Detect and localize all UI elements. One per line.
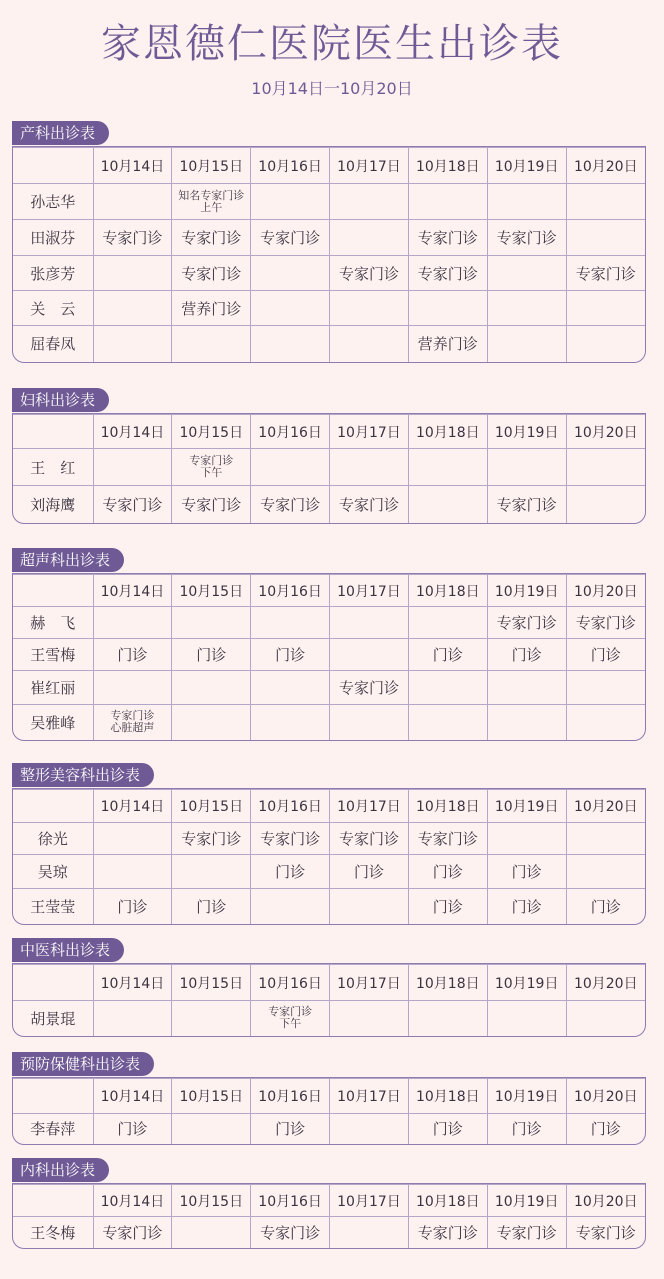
- day-header: 10月15日: [172, 148, 251, 184]
- corner-cell: [13, 965, 93, 1001]
- day-header: 10月14日: [93, 148, 172, 184]
- day-header: 10月14日: [93, 790, 172, 823]
- schedule-cell: 专家门诊: [172, 486, 251, 523]
- schedule-cell: 门诊: [487, 889, 566, 924]
- schedule-cell: [566, 671, 645, 705]
- section-title: 预防保健科出诊表: [12, 1052, 154, 1076]
- schedule-cell: [330, 291, 409, 326]
- schedule-cell: [408, 705, 487, 740]
- table-row: [13, 855, 645, 889]
- schedule-cell: [408, 671, 487, 705]
- schedule-cell: 门诊: [566, 889, 645, 924]
- schedule-cell: [487, 291, 566, 326]
- doctor-name: 胡景琨: [13, 1001, 93, 1036]
- table-row: [13, 607, 645, 639]
- schedule-cell: 门诊: [566, 1114, 645, 1144]
- schedule-cell: 专家门诊: [330, 671, 409, 705]
- day-header: 10月19日: [487, 965, 566, 1001]
- table-row: [13, 823, 645, 855]
- day-header: 10月14日: [93, 1185, 172, 1217]
- schedule-table: [12, 1077, 646, 1145]
- schedule-cell: [487, 449, 566, 486]
- schedule-cell: [93, 855, 172, 889]
- schedule-cell: 专家门诊: [408, 1217, 487, 1248]
- day-header: 10月16日: [251, 965, 330, 1001]
- schedule-cell: [251, 449, 330, 486]
- schedule-cell: [566, 326, 645, 362]
- table-header-row: [13, 575, 645, 607]
- section-title: 整形美容科出诊表: [12, 763, 154, 787]
- day-header: 10月16日: [251, 148, 330, 184]
- table-row: [13, 326, 645, 362]
- day-header: 10月19日: [487, 575, 566, 607]
- schedule-cell: [251, 607, 330, 639]
- section-title: 中医科出诊表: [12, 938, 124, 962]
- day-header: 10月15日: [172, 575, 251, 607]
- schedule-cell: 专家门诊: [330, 486, 409, 523]
- table-row: [13, 486, 645, 523]
- schedule-cell: [93, 823, 172, 855]
- schedule-cell: 专家门诊: [408, 256, 487, 291]
- schedule-cell: [487, 1001, 566, 1036]
- schedule-cell: 专家门诊: [251, 486, 330, 523]
- schedule-cell: [408, 1001, 487, 1036]
- schedule-cell: [330, 1001, 409, 1036]
- day-header: 10月14日: [93, 575, 172, 607]
- table-row: [13, 449, 645, 486]
- day-header: 10月15日: [172, 1185, 251, 1217]
- schedule-table: [12, 413, 646, 524]
- schedule-cell: 专家门诊: [408, 823, 487, 855]
- schedule-cell: 营养门诊: [408, 326, 487, 362]
- schedule-cell: [330, 889, 409, 924]
- doctor-name: 王雪梅: [13, 639, 93, 671]
- schedule-cell: [172, 607, 251, 639]
- day-header: 10月19日: [487, 148, 566, 184]
- doctor-name: 崔红丽: [13, 671, 93, 705]
- schedule-cell: 门诊: [172, 639, 251, 671]
- table-header-row: [13, 415, 645, 449]
- schedule-cell: 专家门诊: [408, 220, 487, 256]
- schedule-cell: [487, 256, 566, 291]
- schedule-cell: [487, 671, 566, 705]
- schedule-cell: [93, 607, 172, 639]
- day-header: 10月19日: [487, 790, 566, 823]
- doctor-name: 王莹莹: [13, 889, 93, 924]
- schedule-table: [12, 1183, 646, 1249]
- doctor-name: 张彦芳: [13, 256, 93, 291]
- table-header-row: [13, 965, 645, 1001]
- schedule-cell: [330, 1114, 409, 1144]
- schedule-cell: 门诊: [93, 1114, 172, 1144]
- schedule-cell: 门诊: [487, 1114, 566, 1144]
- day-header: 10月17日: [330, 415, 409, 449]
- schedule-cell: 专家门诊 心脏超声: [93, 705, 172, 740]
- table-row: [13, 1217, 645, 1248]
- schedule-cell: 门诊: [172, 889, 251, 924]
- day-header: 10月18日: [408, 148, 487, 184]
- date-range: 10月14日一10月20日: [251, 79, 413, 98]
- corner-cell: [13, 1079, 93, 1114]
- schedule-cell: [408, 486, 487, 523]
- corner-cell: [13, 415, 93, 449]
- schedule-cell: [172, 1217, 251, 1248]
- doctor-name: 屈春凤: [13, 326, 93, 362]
- schedule-cell: [330, 639, 409, 671]
- doctor-name: 王冬梅: [13, 1217, 93, 1248]
- day-header: 10月16日: [251, 790, 330, 823]
- schedule-cell: [408, 184, 487, 220]
- schedule-cell: [566, 855, 645, 889]
- schedule-cell: [93, 1001, 172, 1036]
- day-header: 10月20日: [566, 415, 645, 449]
- doctor-name: 关 云: [13, 291, 93, 326]
- doctor-name: 徐光: [13, 823, 93, 855]
- day-header: 10月14日: [93, 415, 172, 449]
- table-row: [13, 184, 645, 220]
- schedule-cell: 门诊: [566, 639, 645, 671]
- schedule-cell: [487, 823, 566, 855]
- schedule-cell: 门诊: [487, 855, 566, 889]
- schedule-cell: 专家门诊: [172, 220, 251, 256]
- schedule-cell: [172, 855, 251, 889]
- day-header: 10月20日: [566, 965, 645, 1001]
- day-header: 10月17日: [330, 1185, 409, 1217]
- schedule-table: [12, 788, 646, 925]
- corner-cell: [13, 575, 93, 607]
- schedule-cell: [487, 705, 566, 740]
- day-header: 10月18日: [408, 790, 487, 823]
- schedule-cell: [566, 184, 645, 220]
- corner-cell: [13, 148, 93, 184]
- doctor-name: 刘海鹰: [13, 486, 93, 523]
- schedule-cell: 门诊: [408, 1114, 487, 1144]
- day-header: 10月15日: [172, 1079, 251, 1114]
- schedule-cell: 专家门诊: [251, 220, 330, 256]
- schedule-cell: [408, 607, 487, 639]
- schedule-cell: 营养门诊: [172, 291, 251, 326]
- schedule-cell: [93, 184, 172, 220]
- schedule-table: [12, 963, 646, 1037]
- schedule-cell: [566, 449, 645, 486]
- day-header: 10月16日: [251, 1185, 330, 1217]
- schedule-cell: 专家门诊: [487, 1217, 566, 1248]
- day-header: 10月18日: [408, 1185, 487, 1217]
- day-header: 10月17日: [330, 1079, 409, 1114]
- table-row: [13, 639, 645, 671]
- schedule-cell: 专家门诊: [251, 823, 330, 855]
- schedule-cell: [330, 1217, 409, 1248]
- table-header-row: [13, 148, 645, 184]
- schedule-cell: 专家门诊: [93, 1217, 172, 1248]
- schedule-cell: 门诊: [93, 639, 172, 671]
- corner-cell: [13, 1185, 93, 1217]
- table-header-row: [13, 1079, 645, 1114]
- day-header: 10月20日: [566, 575, 645, 607]
- schedule-cell: [172, 326, 251, 362]
- schedule-cell: [566, 486, 645, 523]
- schedule-cell: 专家门诊: [172, 256, 251, 291]
- schedule-cell: [172, 705, 251, 740]
- schedule-cell: [566, 823, 645, 855]
- day-header: 10月17日: [330, 575, 409, 607]
- schedule-cell: [251, 184, 330, 220]
- schedule-cell: [251, 291, 330, 326]
- schedule-cell: [93, 256, 172, 291]
- schedule-cell: 专家门诊: [566, 607, 645, 639]
- day-header: 10月15日: [172, 790, 251, 823]
- schedule-cell: [251, 889, 330, 924]
- table-row: [13, 671, 645, 705]
- schedule-cell: 门诊: [408, 855, 487, 889]
- schedule-cell: 专家门诊: [93, 220, 172, 256]
- schedule-cell: [330, 184, 409, 220]
- schedule-cell: [93, 671, 172, 705]
- day-header: 10月18日: [408, 965, 487, 1001]
- schedule-cell: 专家门诊: [330, 256, 409, 291]
- day-header: 10月18日: [408, 1079, 487, 1114]
- day-header: 10月16日: [251, 415, 330, 449]
- schedule-cell: [172, 671, 251, 705]
- table-row: [13, 705, 645, 740]
- day-header: 10月20日: [566, 1185, 645, 1217]
- day-header: 10月14日: [93, 965, 172, 1001]
- schedule-cell: 门诊: [487, 639, 566, 671]
- schedule-cell: 专家门诊: [93, 486, 172, 523]
- day-header: 10月15日: [172, 415, 251, 449]
- table-row: [13, 1114, 645, 1144]
- schedule-cell: [172, 1001, 251, 1036]
- schedule-cell: 专家门诊 下午: [251, 1001, 330, 1036]
- day-header: 10月15日: [172, 965, 251, 1001]
- doctor-name: 王 红: [13, 449, 93, 486]
- day-header: 10月20日: [566, 148, 645, 184]
- day-header: 10月16日: [251, 1079, 330, 1114]
- schedule-cell: [487, 184, 566, 220]
- table-row: [13, 1001, 645, 1036]
- schedule-cell: [330, 326, 409, 362]
- schedule-cell: 门诊: [251, 1114, 330, 1144]
- schedule-cell: [566, 1001, 645, 1036]
- schedule-cell: 门诊: [408, 639, 487, 671]
- doctor-name: 李春萍: [13, 1114, 93, 1144]
- schedule-cell: [330, 220, 409, 256]
- schedule-cell: [172, 1114, 251, 1144]
- schedule-cell: [251, 705, 330, 740]
- section-title: 妇科出诊表: [12, 388, 109, 412]
- table-row: [13, 220, 645, 256]
- day-header: 10月17日: [330, 965, 409, 1001]
- day-header: 10月19日: [487, 1185, 566, 1217]
- page-title: 家恩德仁医院医生出诊表: [101, 21, 563, 67]
- schedule-cell: [330, 449, 409, 486]
- table-row: [13, 889, 645, 924]
- schedule-cell: [566, 220, 645, 256]
- day-header: 10月17日: [330, 148, 409, 184]
- day-header: 10月19日: [487, 1079, 566, 1114]
- schedule-cell: 专家门诊: [566, 1217, 645, 1248]
- schedule-cell: 专家门诊: [172, 823, 251, 855]
- day-header: 10月18日: [408, 575, 487, 607]
- section-title: 超声科出诊表: [12, 548, 124, 572]
- corner-cell: [13, 790, 93, 823]
- doctor-name: 赫 飞: [13, 607, 93, 639]
- schedule-cell: [566, 705, 645, 740]
- schedule-table: [12, 573, 646, 741]
- doctor-name: 田淑芬: [13, 220, 93, 256]
- day-header: 10月19日: [487, 415, 566, 449]
- day-header: 10月20日: [566, 1079, 645, 1114]
- schedule-cell: [566, 291, 645, 326]
- table-row: [13, 256, 645, 291]
- schedule-cell: 门诊: [330, 855, 409, 889]
- schedule-cell: 门诊: [408, 889, 487, 924]
- schedule-cell: [251, 326, 330, 362]
- schedule-cell: [251, 671, 330, 705]
- schedule-cell: 专家门诊: [251, 1217, 330, 1248]
- schedule-cell: [93, 449, 172, 486]
- schedule-cell: [487, 326, 566, 362]
- doctor-name: 孙志华: [13, 184, 93, 220]
- schedule-cell: [93, 326, 172, 362]
- day-header: 10月18日: [408, 415, 487, 449]
- doctor-name: 吴琼: [13, 855, 93, 889]
- schedule-cell: [330, 705, 409, 740]
- schedule-cell: [93, 291, 172, 326]
- schedule-cell: [408, 291, 487, 326]
- schedule-cell: 专家门诊: [487, 486, 566, 523]
- section-title: 内科出诊表: [12, 1158, 109, 1182]
- schedule-cell: [330, 607, 409, 639]
- schedule-cell: 专家门诊 下午: [172, 449, 251, 486]
- day-header: 10月20日: [566, 790, 645, 823]
- schedule-table: [12, 146, 646, 363]
- table-header-row: [13, 1185, 645, 1217]
- schedule-cell: 专家门诊: [330, 823, 409, 855]
- schedule-cell: 门诊: [93, 889, 172, 924]
- section-title: 产科出诊表: [12, 121, 109, 145]
- schedule-cell: 门诊: [251, 639, 330, 671]
- day-header: 10月16日: [251, 575, 330, 607]
- table-header-row: [13, 790, 645, 823]
- schedule-cell: 专家门诊: [487, 607, 566, 639]
- schedule-cell: [251, 256, 330, 291]
- table-row: [13, 291, 645, 326]
- schedule-cell: 专家门诊: [566, 256, 645, 291]
- doctor-name: 吴雅峰: [13, 705, 93, 740]
- day-header: 10月17日: [330, 790, 409, 823]
- schedule-cell: [408, 449, 487, 486]
- schedule-cell: 专家门诊: [487, 220, 566, 256]
- schedule-cell: 知名专家门诊 上午: [172, 184, 251, 220]
- schedule-cell: 门诊: [251, 855, 330, 889]
- day-header: 10月14日: [93, 1079, 172, 1114]
